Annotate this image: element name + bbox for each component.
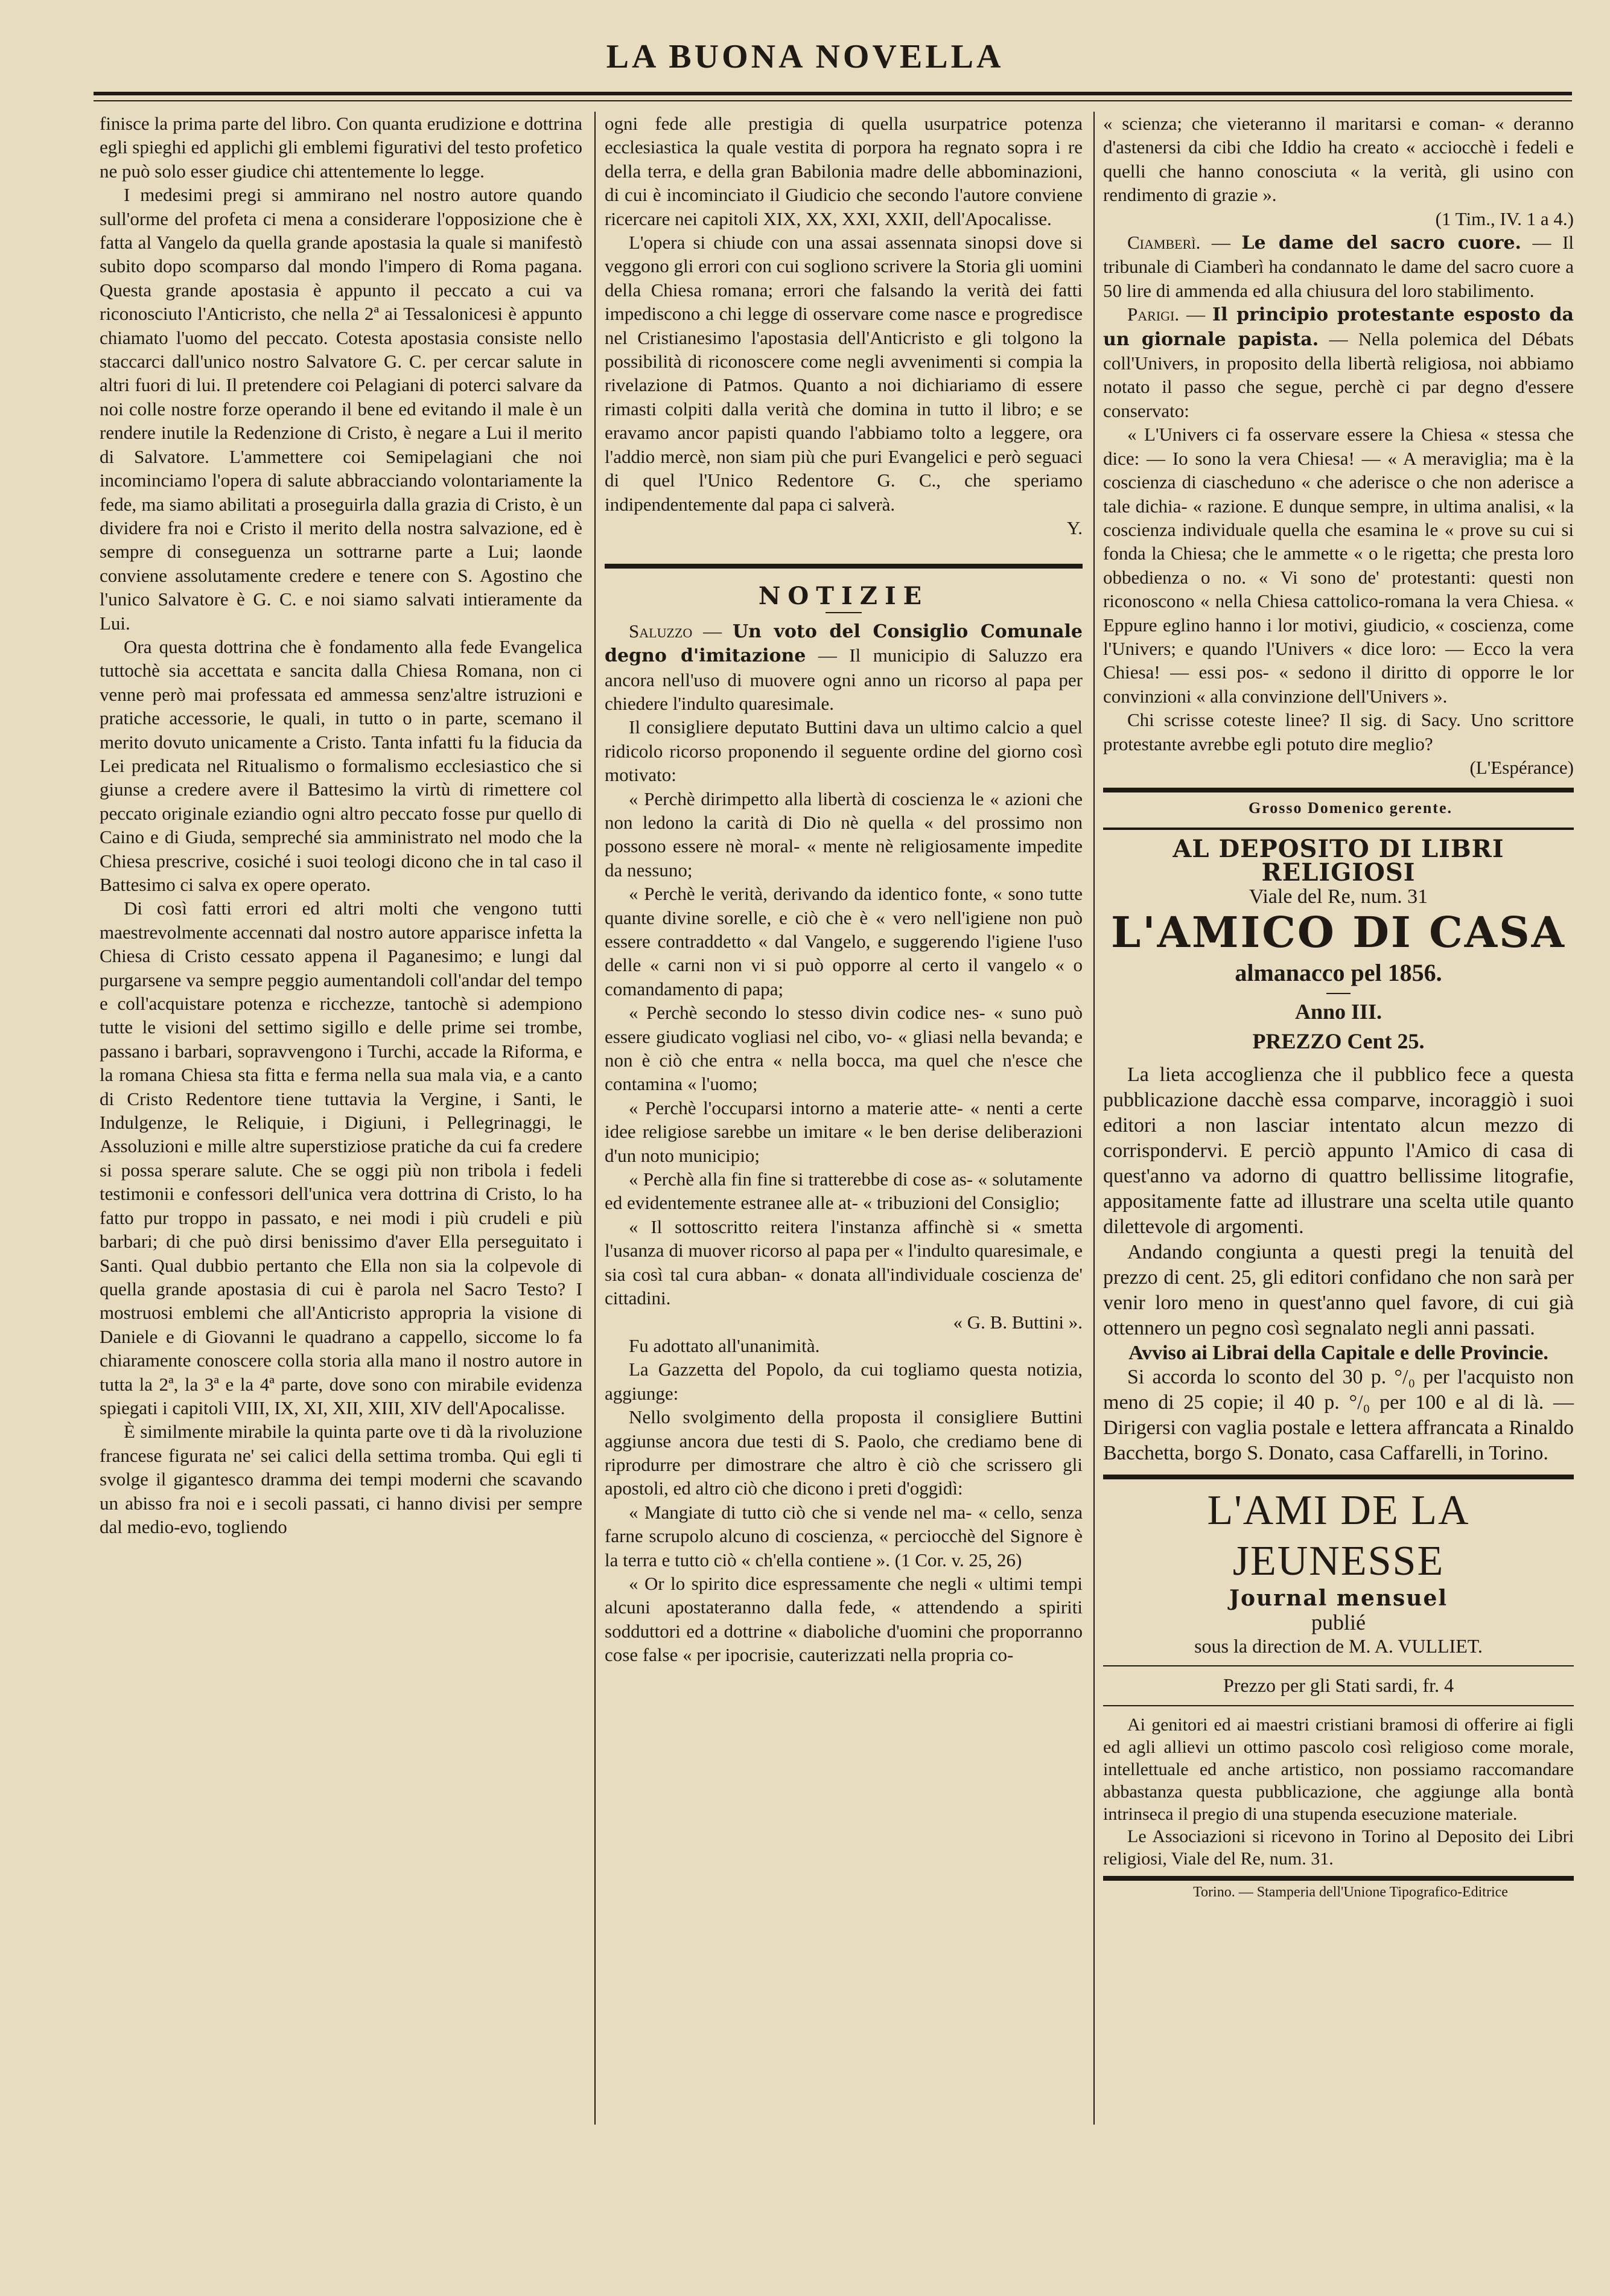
paragraph: Ora questa dottrina che è fondamento alla fede Evangelica tuttochè sia accettata e sancita dalla Chiesa Romana, non ci venne però mai professata ed ammessa senz'altre istruzioni e pratiche accessorie, le quali, in tutto o in parte, scemano il merito dovuto unicamente a Cristo. Tanta infatti fu la fiducia da Lei predicata nel Ritualismo o formalismo ecclesiastico che si giunse a credere avere il Battesimo la virtù di rimettere col peccato originale eziandio ogni altro peccato fosse pur quello di Caino e di Giuda, sempreché sia amministrato nel modo che la Chiesa prescrive, cosiché i suoi teologi dicono che in tal caso il Battesimo ci salva ex opere operato. (100, 636, 582, 895)
ad-ami-de-la-jeunesse (1103, 1485, 1574, 1870)
section-rule (1103, 1876, 1574, 1881)
quote-signature: « G. B. Buttini ». (953, 1311, 1083, 1333)
paragraph: finisce la prima parte del libro. Con quanta erudizione e dottrina egli spieghi ed applichi gli emblemi figurativi del testo profetico ne può solo esser giudice chi attentemente lo legge. (100, 113, 582, 182)
paragraph: Chi scrisse coteste linee? Il sig. di Sacy. Uno scrittore protestante avrebbe egli potuto dire meglio? (1103, 709, 1574, 754)
news-source: (L'Espérance) (1469, 756, 1574, 778)
review-signature: Y. (1066, 517, 1083, 538)
ad-subtitle: Journal mensuel (1229, 1586, 1448, 1612)
news-heading: NOTIZIE (758, 582, 929, 611)
quote-line: « Perchè dirimpetto alla libertà di coscienza le « azioni che non ledono la carità di Dio nè quella « del prossimo non possono essere nè moral- « mente nè religiosamente impedite da nessuno; (605, 788, 1083, 881)
quote-reference: (1 Tim., IV. 1 a 4.) (1435, 208, 1574, 229)
paragraph: L'opera si chiude con una assai assennata sinopsi dove si veggono gli errori con cui sogliono scrivere la Storia gli uomini della Chiesa romana; errori che falsando la verità dei fatti impediscono a chi legge di osservare come nasce e progredisce nel Cristianesimo l'apostasia dell'Anticristo e gli tolgono la possibilità di riconoscere come negli avvenimenti si compia la rivelazione di Patmos. Quanto a noi dichiariamo di essere rimasti colpiti dalla verità che domina in tutto il libro; e se eravamo ancor papisti quando l'abbiamo tolto a leggere, ora l'addio mercè, non siam più che puri Evangelici e però seguaci di quel l'Unico Redentore G. C., che speriamo indipendentemente dal papa ci salverà. (605, 232, 1083, 515)
ad-subtitle: almanacco pel 1856. (1235, 959, 1442, 986)
quote-line: « Perchè l'occuparsi intorno a materie atte- « nenti a certe idee religiose sarebbe un imitare « le ben derise deliberazioni d'un noto municipio; (605, 1097, 1083, 1166)
news-item-ciamberi: Ciamberì. — Le dame del sacro cuore. — Il tribunale di Ciamberì ha condannato le dame del sacro cuore a 50 lire di ammenda ed alla chiusura del loro stabilimento. (1103, 232, 1574, 301)
quote-line: « Il sottoscritto reitera l'instanza affinchè si « smetta l'usanza di muover ricorso al papa per « l'indulto quaresimale, e sia così tal cura abban- « donata all'individuale coscienza de' cittadini. (605, 1216, 1083, 1309)
column-3 (1103, 112, 1574, 1904)
ad-dash (1326, 993, 1351, 994)
ad-notice-text: Si accorda lo sconto del 30 p. °/₀ per l'acquisto non meno di 25 copie; il 40 p. °/₀ per 100 e al di là. — Dirigersi con vaglia postale e lettera affrancata a Rinaldo Bacchetta, borgo S. Donato, casa Caffarelli, in Torino. (1103, 1366, 1574, 1465)
paragraph: La Gazzetta del Popolo, da cui togliamo questa notizia, aggiunge: (605, 1359, 1083, 1404)
ad-title: AL DEPOSITO DI LIBRI RELIGIOSI (1172, 834, 1504, 887)
ad-address: Viale del Re, num. 31 (1249, 885, 1428, 908)
news-title: Le dame del sacro cuore. (1241, 232, 1522, 254)
ad-rule (1103, 1665, 1574, 1666)
news-text: Il tribunale di Ciamberì ha condannato le dame del sacro cuore a 50 lire di ammenda ed alla chiusura del loro stabilimento. (1103, 232, 1574, 301)
news-place: Parigi. (1127, 304, 1180, 325)
ad-notice-title: Avviso ai Librai della Capitale e delle Provincie. (1128, 1341, 1548, 1364)
quote-block: « L'Univers ci fa osservare essere la Chiesa « stessa che dice: — Io sono la vera Chiesa! — « A meraviglia; ma è la coscienza di ciascheduno « che aderisce o che non aderisce a tale dichia- « razione. E dunque sempre, in ultima analisi, « la coscienza individuale quella che esamina le « prove su cui si fonda la Chiesa; che le ammette « o le rigetta; che presta loro obbedienza o no. « Vi sono de' protestanti: questi non riconoscono « nella Chiesa cattolico-romana la vera Chiesa. « Eppure eglino hanno i lor motivi, giudicio, « coscienza, come l'Univers; e quando l'Univers « dice loro: — Ecco la vera Chiesa! — essi pos- « sedono il diritto di opporre le lor convinzioni « alla convinzione dell'Univers ». (1103, 424, 1574, 707)
ad-price: Prezzo per gli Stati sardi, fr. 4 (1223, 1674, 1454, 1697)
quote-line: « Perchè secondo lo stesso divin codice nes- « suno può essere giudicato vogliasi nel cibo, vo- « gliasi nella bevanda; e non è ciò che entra « nella bocca, ma quel che n'esce che contamina « l'uomo; (605, 1002, 1083, 1095)
manager-line: Grosso Domenico gerente. (1248, 799, 1453, 817)
news-lead: Il municipio di Saluzzo era ancora nell'uso di muovere ogni anno un ricorso al papa per chiedere l'indulto quaresimale. (605, 645, 1083, 714)
ad-direction: sous la direction de M. A. VULLIET. (1194, 1635, 1483, 1657)
news-text: Nella polemica del Débats coll'Univers, in proposito della libertà religiosa, noi abbiamo notato il passo che segue, perchè ci par degno d'essere conservato: (1103, 328, 1574, 421)
paragraph: ogni fede alle prestigia di quella usurpatrice potenza ecclesiastica la quale vestita di porpora ha regnato sopra i re della terra, e della gran Babilonia madre delle abbominazioni, di cui è incominciato il Giudicio che secondo l'autore conviene ricercare nei capitoli XIX, XX, XXI, XXII, dell'Apocalisse. (605, 113, 1083, 229)
news-item-saluzzo: Saluzzo — Un voto del Consiglio Comunale degno d'imitazione — Il municipio di Saluzzo era ancora nell'uso di muovere ogni anno un ricorso al papa per chiedere l'indulto quaresimale. (605, 620, 1083, 714)
paragraph: Di così fatti errori ed altri molti che vengono tutti maestrevolmente accennati dal nostro autore apparisce infetta la Chiesa di Cristo cessato appena il Paganesimo; e lungi dal purgarsene va sempre peggio aumentandoli coll'andar del tempo e coll'acquistare potenza e ricchezze, tantochè si adempiono tutte le visioni del settimo sigillo e delle prime sei trombe, passano i barbari, sopravvengono i Turchi, accade la Riforma, e la romana Chiesa sta fitta e ferma nella sua mala via, e a canto di Cristo Redentore tiene tuttavia la Vergine, i Santi, le Indulgenze, le Reliquie, i Digiuni, i Pellegrinaggi, le Assoluzioni e mille altre superstiziose pratiche da cui fa credere si possa sperare salute. Che se oggi più non tribola i fedeli testimonii e confessori dell'unica vera dottrina di Cristo, lo ha fatto pur troppo in passato, e nei modi i più crudeli e più barbari; di che può dirsi benissimo d'aver Ella perseguitato i Santi. Qual dubbio pertanto che Ella non sia la colpevole di quella grande apostasia di cui è parola nel Sacro Testo? I mostruosi emblemi che all'Anticristo appropria la visione di Daniele e di Giovanni le quadrano a cappello, siccome lo fa chiaramente conoscere colla storia alla mano il nostro autore in tutta la 2ª, la 3ª e la 4ª parte, dove sono con mirabile evidenza spiegati i capitoli VIII, IX, XI, XII, XIII, XIV dell'Apocalisse. (100, 898, 582, 1418)
section-rule (605, 564, 1083, 569)
ad-text: Andando congiunta a questi pregi la tenuità del prezzo di cent. 25, gli editori confidano che non sarà per venir loro meno in quest'anno quel favore, di cui già ottennero un pegno così segnalato negli anni passati. (1103, 1240, 1574, 1339)
ad-amico-di-casa (1103, 834, 1574, 1466)
ad-price: PREZZO Cent 25. (1252, 1029, 1425, 1054)
header-rule-thick (94, 92, 1572, 95)
quote-continuation: « scienza; che vieteranno il maritarsi e coman- « deranno d'astenersi da cibi che Iddio ha creato « acciocchè i fedeli e quelli che hanno conosciuta « la verità, gli usino con rendimento di grazie ». (1103, 113, 1574, 206)
news-title: Un voto del Consiglio Comunale degno d'imitazione (605, 620, 1083, 667)
ad-rule (1103, 1705, 1574, 1706)
ad-text: Ai genitori ed ai maestri cristiani bramosi di offerire ai figli ed agli allievi un ottimo pascolo così religioso come morale, intellettuale ed anche artistico, non possiamo raccomandare abbastanza questa pubblicazione, che aggiunge alla bontà intrinseca il pregio di una stupenda esecuzione materiale. (1103, 1714, 1574, 1824)
news-place: Ciamberì. (1127, 232, 1201, 254)
ad-title: L'AMI DE LA JEUNESSE (1207, 1487, 1470, 1585)
column-1 (100, 112, 582, 1539)
section-rule (1103, 828, 1574, 830)
ad-year: Anno III. (1294, 1000, 1382, 1024)
news-title: Il principio protestante esposto da un giornale papista. (1103, 304, 1574, 350)
header-rule-thin (94, 100, 1572, 101)
quote-line: « Perchè le verità, derivando da identico fonte, « sono tutte quante divine sorelle, e ciò che è « vero nell'igiene non può essere contraddetto « dal Vangelo, e suggerendo l'igiene l'uso delle « carni non vi si può opporre al certo il vangelo « o comandamento di papa; (605, 883, 1083, 1000)
paragraph: Il consigliere deputato Buttini dava un ultimo calcio a quel ridicolo ricorso proponendo il seguente ordine del giorno così motivato: (605, 716, 1083, 786)
column-divider-2 (1093, 112, 1095, 2125)
heading-dash (826, 612, 862, 613)
section-rule (1103, 1475, 1574, 1479)
quote-line: « Mangiate di tutto ciò che si vende nel ma- « cello, senza farne scrupolo alcuno di coscienza, « perciocchè del Signore è la terra e tutto ciò « ch'ella contiene ». (1 Cor. v. 25, 26) (605, 1501, 1083, 1571)
ad-published: publié (1311, 1610, 1366, 1634)
paragraph: È similmente mirabile la quinta parte ove ti dà la rivoluzione francese figurata ne' sei calici della settima tromba. Qui egli ti svolge il gigantesco dramma dei tempi moderni che scavando un abisso fra noi e i secoli passati, ci hanno divisi per sempre dal medio-evo, togliendo (100, 1421, 582, 1537)
ad-text: Le Associazioni si ricevono in Torino al Deposito dei Libri religiosi, Viale del Re, num. 31. (1103, 1826, 1574, 1869)
quote-line: « Or lo spirito dice espressamente che negli « ultimi tempi alcuni apostateranno dalla fede, « attendendo a spiriti sodduttori ed a dottrine « diaboliche d'uomini che proporranno cose false « per ipocrisie, cauterizzati nella propria co- (605, 1572, 1083, 1666)
quote-line: « Perchè alla fin fine si tratterebbe di cose as- « solutamente ed evidentemente estranee alle at- « tribuzioni del Consiglio; (605, 1169, 1083, 1214)
news-item-parigi: Parigi. — Il principio protestante esposto da un giornale papista. — Nella polemica del Débats coll'Univers, in proposito della libertà religiosa, noi abbiamo notato il passo che segue, perchè ci par degno d'essere conservato: (1103, 304, 1574, 421)
paragraph: Nello svolgimento della proposta il consigliere Buttini aggiunse ancora due testi di S. Paolo, che crediamo bene di riprodurre per dimostrare che altro è ciò che scrissero gli apostoli, ed altro ciò che dicono i preti d'oggidì: (605, 1406, 1083, 1499)
printer-line: Torino. — Stamperia dell'Unione Tipografico-Editrice (1193, 1884, 1508, 1900)
section-rule (1103, 788, 1574, 792)
masthead-title: LA BUONA NOVELLA (606, 38, 1004, 75)
news-place: Saluzzo (629, 620, 693, 642)
ad-text: La lieta accoglienza che il pubblico fece a questa pubblicazione dacchè essa comparve, incoraggiò i suoi editori a non lasciar intentato alcun mezzo di corrispondervi. E perciò appunto l'Amico di casa di quest'anno va adorno di quattro bellissime litografie, appositamente fatte ad illustrare una scelta utile quanto dilettevole di argomenti. (1103, 1063, 1574, 1238)
column-divider-1 (594, 112, 596, 2125)
column-2 (605, 112, 1083, 1667)
paragraph: Fu adottato all'unanimità. (629, 1335, 820, 1356)
paragraph: I medesimi pregi si ammirano nel nostro autore quando sull'orme del profeta ci mena a considerare l'opposizione che è fatta al Vangelo da quella grande apostasia la quale si manifestò subito dopo scomparso dal mondo l'impero di Roma pagana. Questa grande apostasia è appunto il peccato a cui va riconosciuto l'Anticristo, che nella 2ª ai Tessalonicesi è appunto chiamato l'uomo del peccato. Cotesta apostasia consiste nello staccarci dall'unico nostro Salvatore G. C. per cercar salute in altri fuori di lui. Il pretendere coi Pelagiani di poterci salvare da noi colle nostre forze operando il bene ed evitando il male è un rendere inutile la Redenzione di Cristo, è negare a Lui il merito di Salvatore. L'ammettere coi Semipelagiani che noi incominciamo l'opera di salute abbracciando volontariamente la fede, ma siamo abilitati a proseguirla dalla grazia di Cristo, è un dividere fra noi e Cristo il merito della nostra salvazione, ed è sempre di conseguenza un sottrarne parte a Lui; laonde conviene assolutamente credere e tenere con S. Agostino che l'unico Salvatore è G. C. e noi siamo salvati intieramente da Lui. (100, 184, 582, 634)
ad-name: L'AMICO DI CASA (1111, 907, 1566, 957)
